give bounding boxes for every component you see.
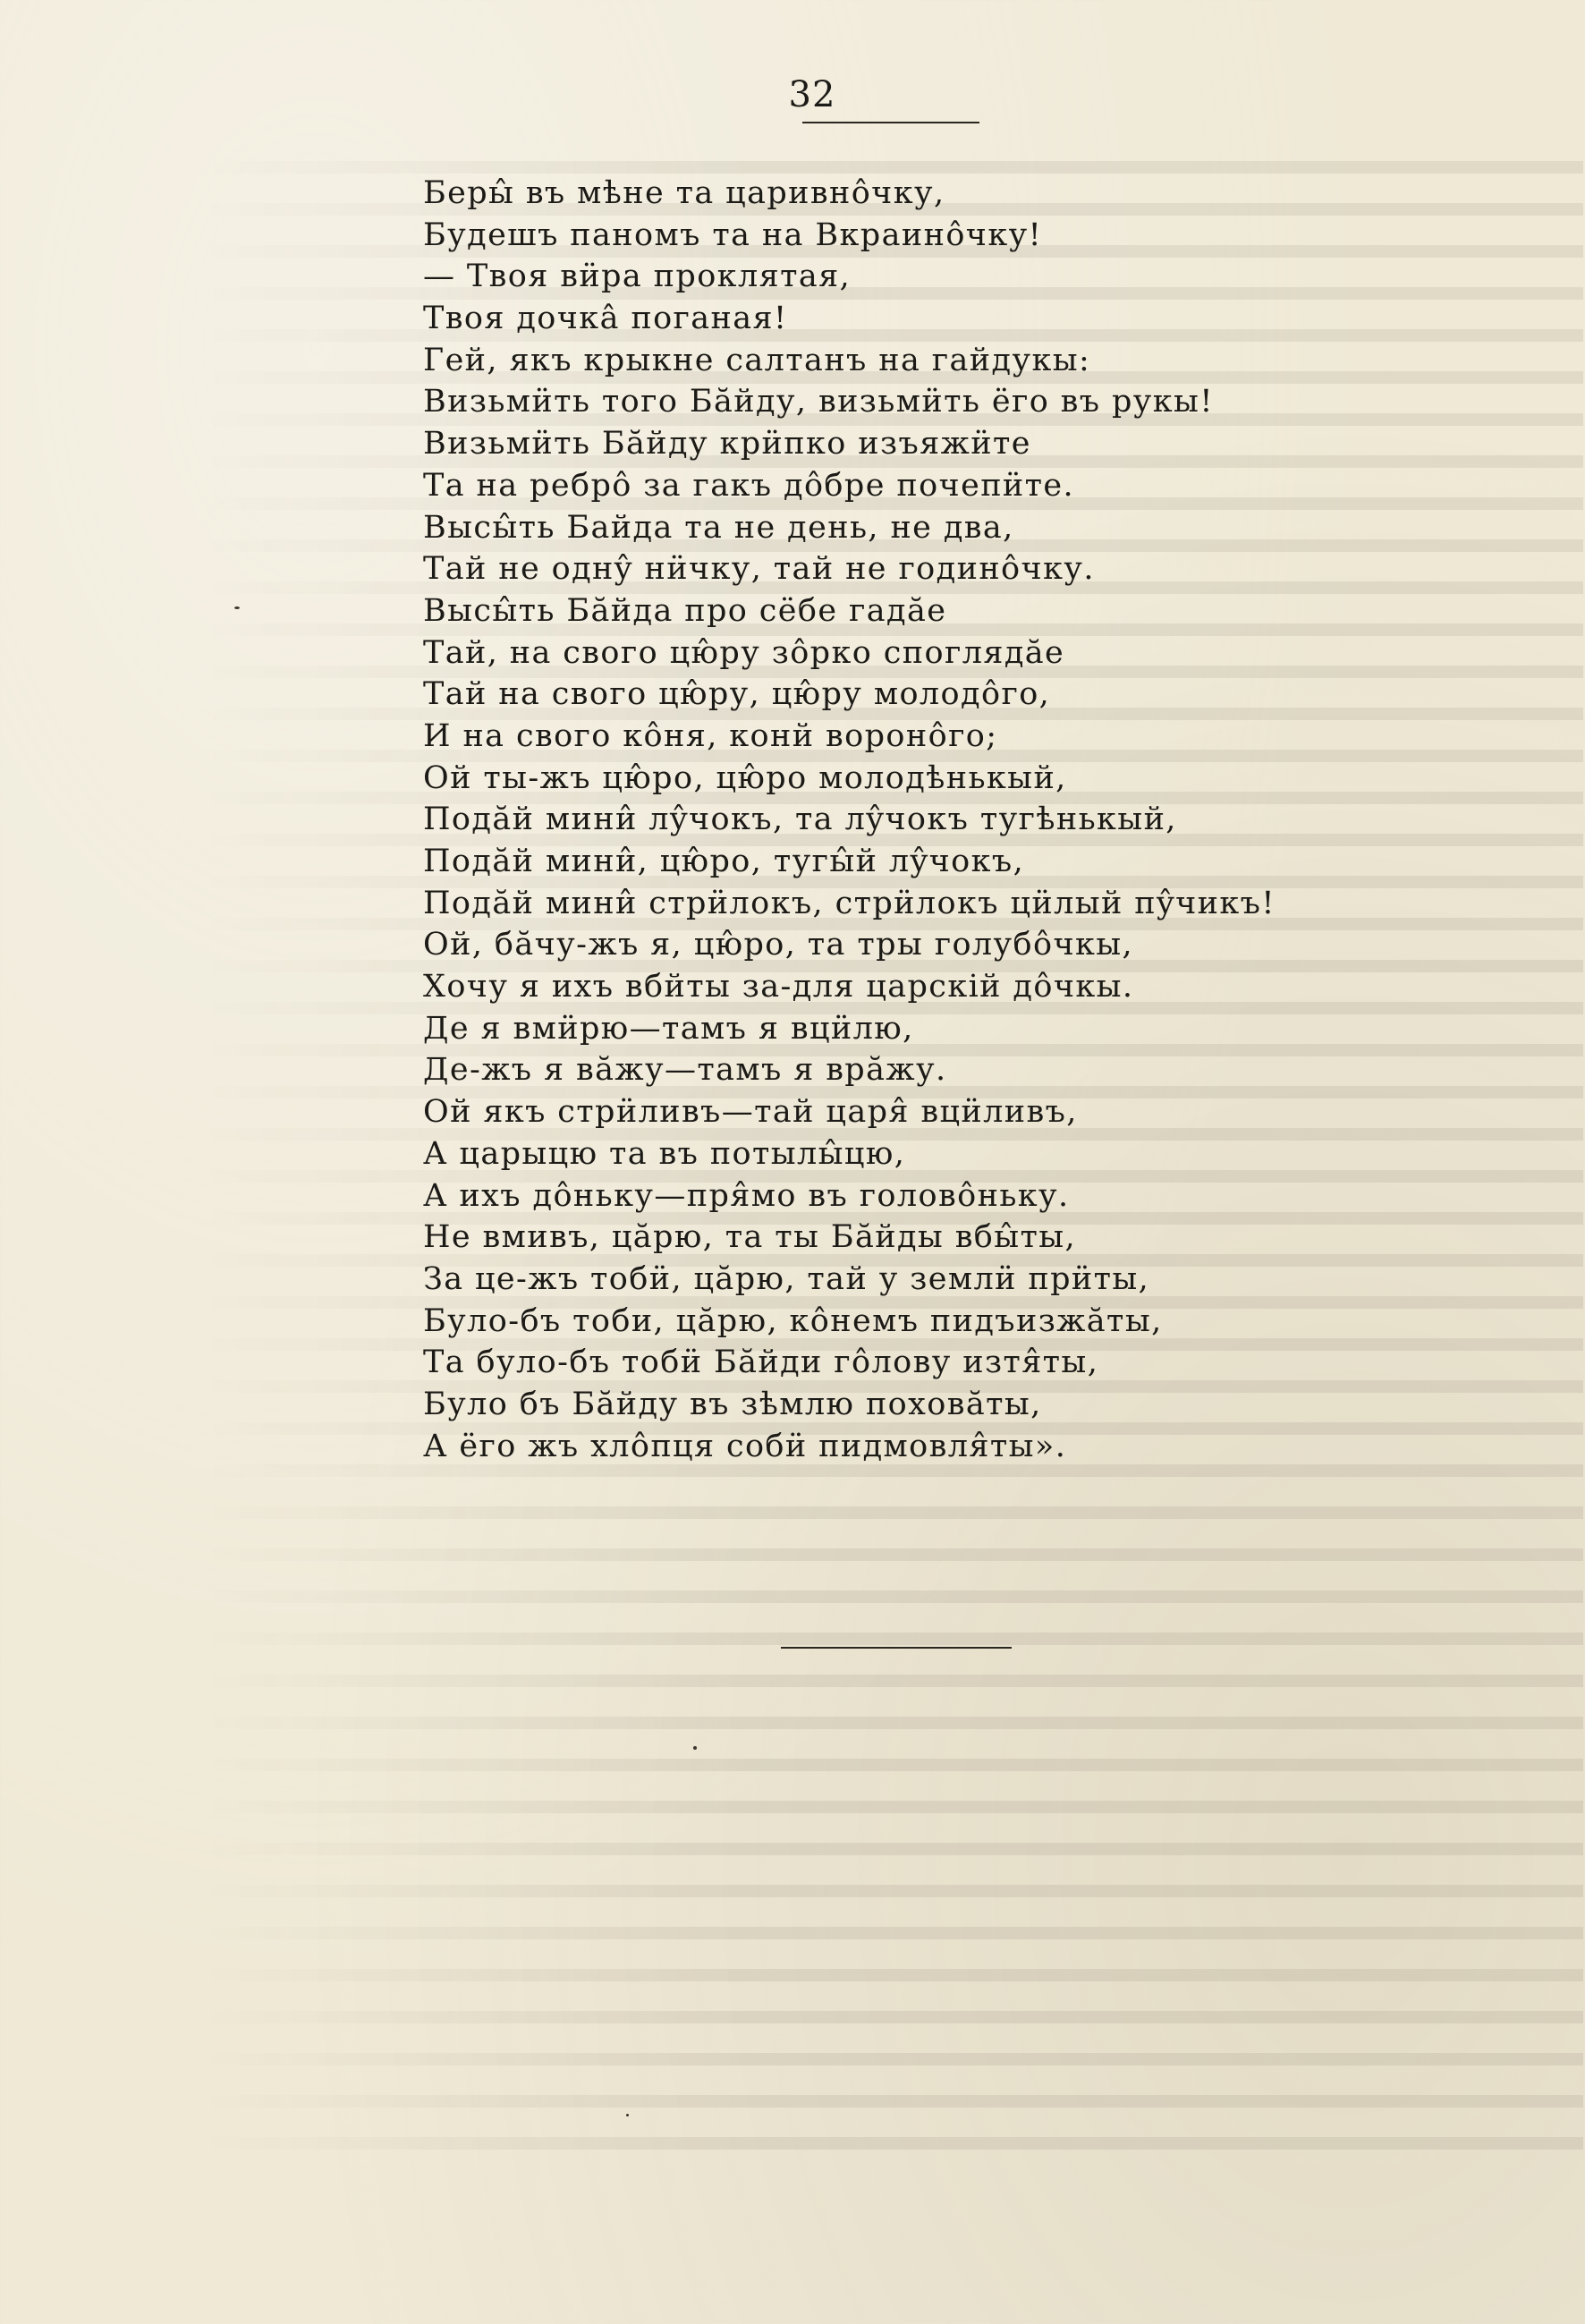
- poem-line: А царыцю та въ потылы̂цю,: [423, 1135, 906, 1172]
- poem-line: — Твоя вӥра проклятая,: [423, 259, 852, 295]
- page-number: 32: [788, 74, 836, 115]
- poem-line: Та було-бъ тобӥ Бăйди гôлову изтя̂ты,: [423, 1344, 1099, 1381]
- header-rule: [802, 122, 979, 123]
- poem-line: И на свого кôня, конй воронôго;: [423, 717, 998, 754]
- poem-line: Визьмӥть Бăйду крӥпко изъяжӥте: [423, 426, 1031, 462]
- poem-line: За це-жъ тобӥ, цăрю, тай у землӥ прӥты,: [423, 1260, 1150, 1297]
- poem-line: А ёго жъ хлôпця собӥ пидмовля̂ты».: [423, 1428, 1067, 1464]
- poem-line: Хочу я ихъ вбйты за-для царскій дôчкы.: [423, 969, 1134, 1005]
- ink-speck: [693, 1746, 697, 1750]
- poem-line: Було-бъ тоби, цăрю, кôнемъ пидъизжăты,: [423, 1302, 1163, 1339]
- poem-line: Высы̂ть Байда та не день, не два,: [423, 509, 1014, 546]
- poem-line: Подăй мини̂, цю̂ро, тугы̂й лŷчокъ,: [423, 844, 1025, 879]
- ink-speck: [626, 2114, 629, 2116]
- poem-line: Ой, бăчу-жъ я, цю̂ро, та тры голубôчкы,: [423, 927, 1134, 963]
- poem-line: Було бъ Бăйду въ зѣмлю поховăты,: [423, 1386, 1042, 1422]
- poem-line: Визьмӥть того Бăйду, визьмӥть ёго въ рукы!: [423, 384, 1214, 420]
- poem-line: Де-жъ я вăжу—тамъ я врăжу.: [423, 1052, 947, 1089]
- poem-line: Подăй мини̂ стрӥлокъ, стрӥлокъ цӥлый пŷчикъ!: [423, 885, 1276, 921]
- poem-line: Та на ребрô за гакъ дôбре почепӥте.: [423, 467, 1075, 504]
- poem-line: Не вмивъ, цăрю, та ты Бăйды вбы̂ты,: [423, 1219, 1077, 1256]
- poem-line: Беры̂ въ мѣне та царивнôчку,: [423, 175, 945, 211]
- poem-line: А ихъ дôньку—пря̂мо въ головôньку.: [423, 1177, 1070, 1214]
- poem-line: Будешъ паномъ та на Вкраинôчку!: [423, 216, 1043, 253]
- poem-line: Высы̂ть Бăйда про сёбе гадăе: [423, 592, 947, 629]
- poem-line: Тай, на свого цю̂ру зôрко споглядăе: [423, 634, 1065, 671]
- ink-speck: [234, 606, 240, 609]
- poem-line: Де я вмӥрю—тамъ я вцӥлю,: [423, 1010, 914, 1047]
- poem-line: Ой ты-жъ цю̂ро, цю̂ро молодѣнькый,: [423, 759, 1067, 796]
- footer-rule: [781, 1647, 1012, 1649]
- poem-line: Тай на свого цю̂ру, цю̂ру молодôго,: [423, 676, 1051, 713]
- poem-line: Твоя дочкâ поганая!: [423, 301, 788, 337]
- poem-line: Гей, якъ крыкне салтанъ на гайдукы:: [423, 342, 1091, 378]
- poem-line: Тай не однŷ нӥчку, тай не годинôчку.: [423, 551, 1095, 588]
- poem-line: Подăй мини̂ лŷчокъ, та лŷчокъ тугѣнькый,: [423, 802, 1177, 838]
- poem-text: [423, 173, 1496, 1467]
- poem-line: Ой якъ стрӥливъ—тай царя̂ вцӥливъ,: [423, 1094, 1078, 1131]
